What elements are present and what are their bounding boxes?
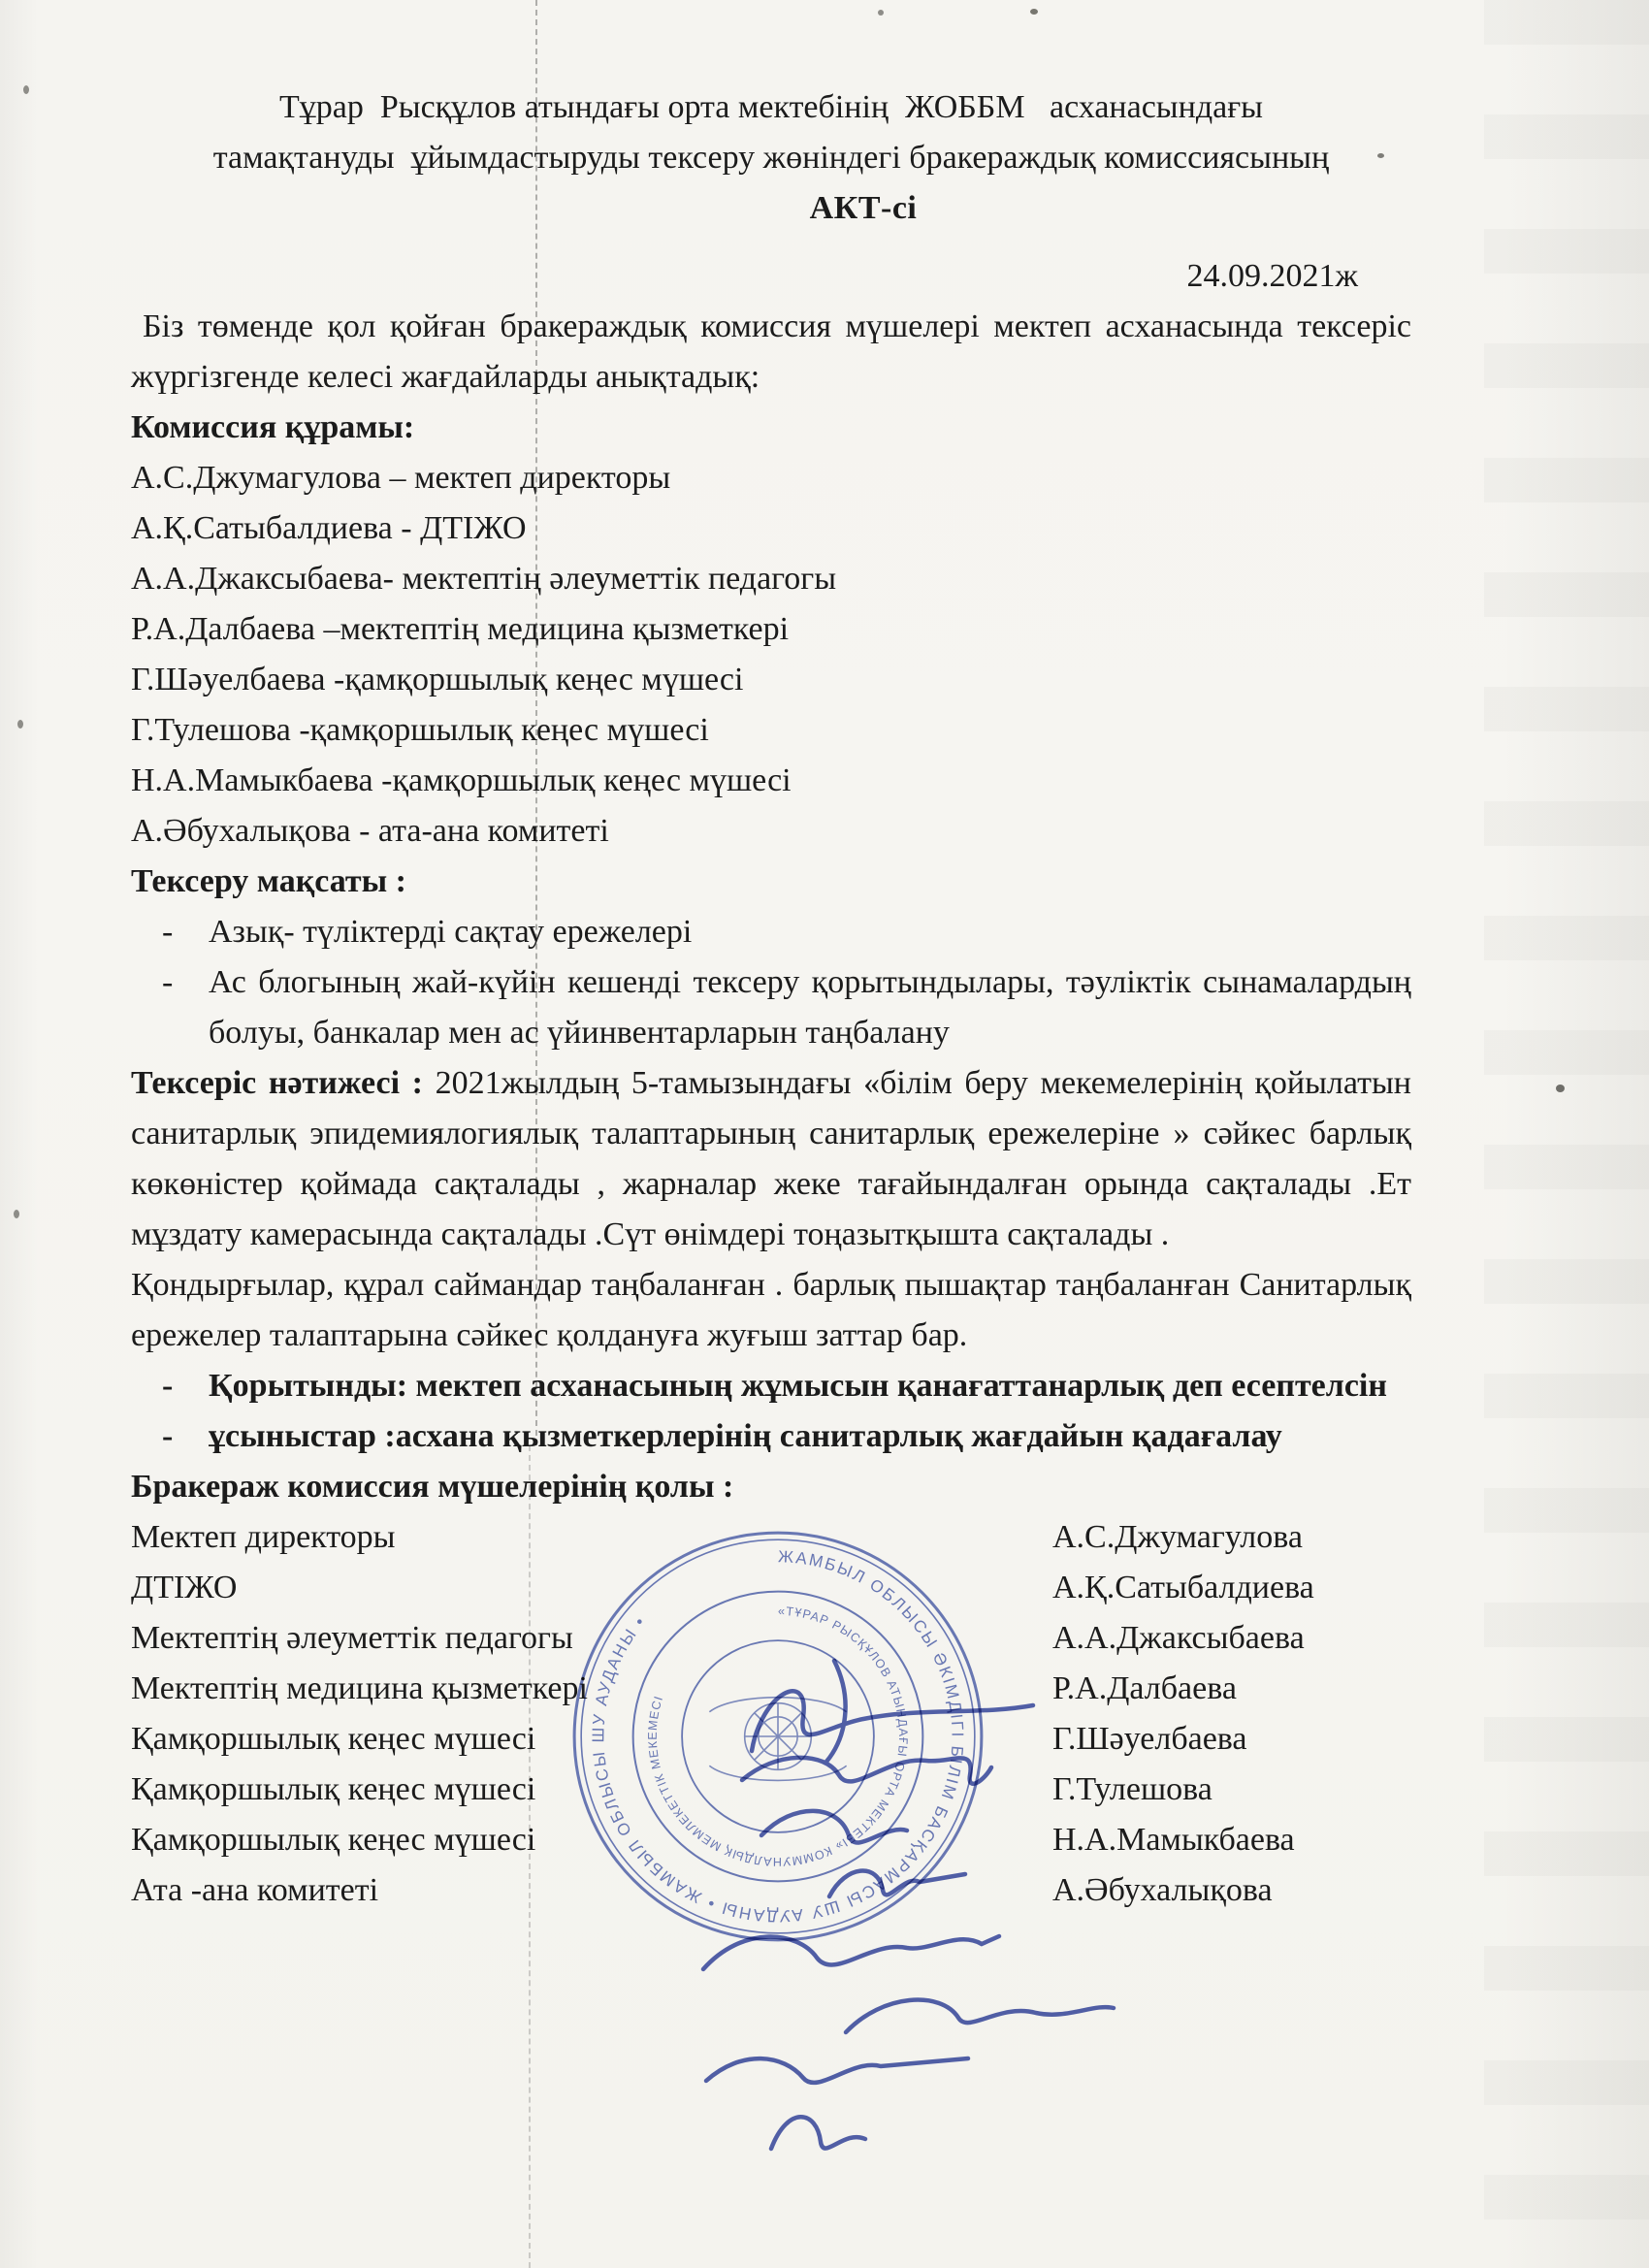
signature-stroke <box>826 1661 846 1762</box>
result-paragraph <box>131 1058 1411 1260</box>
commission-heading: Комиссия құрамы: <box>131 409 415 445</box>
document-date: 24.09.2021ж <box>1186 258 1358 294</box>
purpose-heading: Тексеру мақсаты : <box>131 863 406 899</box>
signature-role: Ата -ана комитеті <box>131 1872 379 1908</box>
list-dash: - <box>162 964 174 1000</box>
signature-role: ДТІЖО <box>131 1570 238 1605</box>
signatures-overlay <box>543 1513 1125 2212</box>
purpose-item <box>131 907 1411 957</box>
signature-name: Р.А.Далбаева <box>1052 1670 1237 1706</box>
purpose-item-text: Ас блогының жай-күйін кешенді тексеру қорытындылары, тәуліктік сынамалардың болуы, банкалар мен ас үйинвентарларын таңбалану <box>209 964 1411 1051</box>
stamp-inner-ring-text: «ТҰРАР РЫСҚҰЛОВ АТЫНДАҒЫ ОРТА МЕКТЕБІ» КОММУНАЛДЫҚ МЕМЛЕКЕТТІК МЕКЕМЕСІ <box>645 1604 911 1869</box>
signature-role: Қамқоршылық кеңес мүшесі <box>131 1721 536 1757</box>
title-line-2: тамақтануды ұйымдастыруды тексеру жөніндегі бракераждық комиссиясының <box>212 140 1330 176</box>
intro-paragraph: Біз төменде қол қойған бракераждық комиссия мүшелері мектеп асханасында тексеріс жүргізгенде келесі жағдайларды анықтадық: <box>131 308 1411 395</box>
list-dash: - <box>162 1418 174 1454</box>
purpose-item <box>131 957 1411 1058</box>
signature-role: Мектеп директоры <box>131 1519 396 1555</box>
conclusion-item-text: Қорытынды: мектеп асханасының жұмысын қанағаттанарлық деп есептелсін <box>209 1368 1387 1404</box>
signature-name: А.Қ.Сатыбалдиева <box>1052 1570 1314 1605</box>
signature-role: Қамқоршылық кеңес мүшесі <box>131 1771 536 1807</box>
signature-name: А.А.Джаксыбаева <box>1052 1620 1305 1656</box>
stamp-outer-ring-text: ЖАМБЫЛ ОБЛЫСЫ ӘКІМДІГІ БІЛІМ БАСҚАРМАСЫ ШУ АУДАНЫ • ЖАМБЫЛ ОБЛЫСЫ ШУ АУДАНЫ • <box>588 1546 968 1927</box>
commission-member: Н.А.Мамыкбаева -қамқоршылық кеңес мүшесі <box>131 762 792 798</box>
list-dash: - <box>162 1368 174 1404</box>
commission-member: А.Әбухалықова - ата-ана комитеті <box>131 813 609 849</box>
signature-stroke <box>771 2117 865 2149</box>
signature-name: А.С.Джумагулова <box>1052 1519 1303 1555</box>
signature-name: А.Әбухалықова <box>1052 1872 1273 1908</box>
commission-member: А.Қ.Сатыбалдиева - ДТІЖО <box>131 510 527 546</box>
signature-role: Мектептің медицина қызметкері <box>131 1670 588 1706</box>
equipment-paragraph: Қондырғылар, құрал саймандар таңбаланған . барлық пышақтар таңбаланған Санитарлық ережелер талаптарына сәйкес қолдануға жуғыш заттар бар. <box>131 1267 1411 1353</box>
signature-stroke <box>752 1691 1033 1751</box>
conclusion-item-text: ұсыныстар :асхана қызметкерлерінің санитарлық жағдайын қадағалау <box>209 1418 1282 1454</box>
signature-name: Г.Шәуелбаева <box>1052 1721 1247 1757</box>
signatures-heading: Бракераж комиссия мүшелерінің қолы : <box>131 1469 734 1505</box>
signature-stroke <box>761 1811 907 1843</box>
signature-stroke <box>706 2058 968 2083</box>
commission-member: Г.Тулешова -қамқоршылық кеңес мүшесі <box>131 712 709 748</box>
signature-role: Мектептің әлеуметтік педагогы <box>131 1620 573 1656</box>
title-akt: АКТ-сі <box>809 190 918 226</box>
commission-member: А.С.Джумагулова – мектеп директоры <box>131 460 671 496</box>
title-line-1: Тұрар Рысқұлов атындағы орта мектебінің ЖОББМ асханасындағы <box>278 89 1264 125</box>
signature-role: Қамқоршылық кеңес мүшесі <box>131 1822 536 1858</box>
signature-stroke <box>703 1936 999 1969</box>
signature-stroke <box>846 2000 1114 2032</box>
list-dash: - <box>162 914 174 950</box>
commission-member: Р.А.Далбаева –мектептің медицина қызметкері <box>131 611 790 647</box>
signature-stroke <box>829 1871 965 1896</box>
conclusion-item <box>131 1361 1411 1411</box>
conclusion-item <box>131 1411 1411 1462</box>
result-lead: Тексеріс нәтижесі : <box>131 1065 423 1101</box>
result-text: 2021жылдың 5-тамызындағы «білім беру мекемелерінің қойылатын санитарлық эпидемиялогиялық талаптарының санитарлық ережелеріне » сәйкес барлық көкөністер қоймада сақталады , жарналар жеке тағайындалған орында сақталады .Ет мұздату камерасында сақталады .Сүт өнімдері тоңазытқышта сақталады . <box>131 1065 1412 1252</box>
commission-member: А.А.Джаксыбаева- мектептің әлеуметтік педагогы <box>131 561 837 597</box>
signature-name: Г.Тулешова <box>1052 1771 1212 1807</box>
purpose-item-text: Азық- түліктерді сақтау ережелері <box>209 914 693 950</box>
signature-name: Н.А.Мамыкбаева <box>1052 1822 1295 1858</box>
commission-member: Г.Шәуелбаева -қамқоршылық кеңес мүшесі <box>131 662 744 697</box>
signature-stroke <box>742 1758 991 1784</box>
